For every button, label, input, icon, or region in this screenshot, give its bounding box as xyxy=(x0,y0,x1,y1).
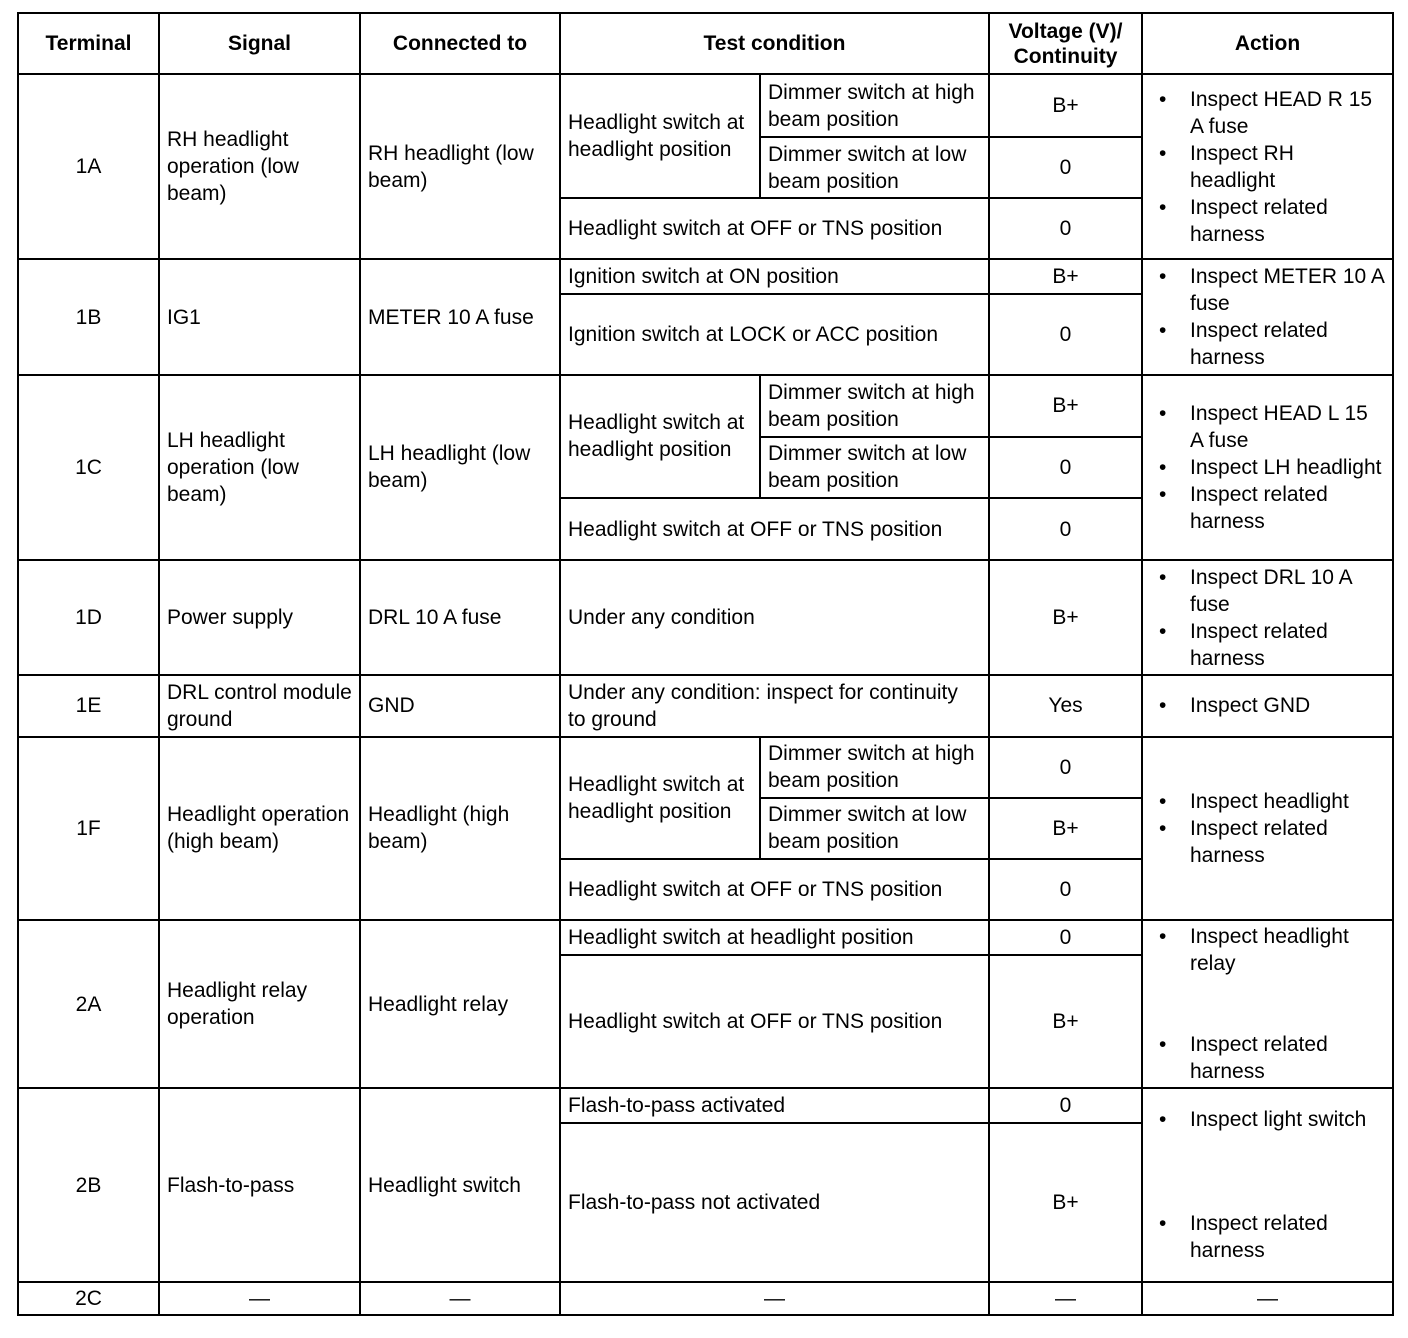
action-cell: — xyxy=(1142,1282,1393,1315)
action-item: • Inspect related harness xyxy=(1153,481,1384,535)
connected-to-cell: LH headlight (low beam) xyxy=(360,375,560,560)
terminal-cell: 1F xyxy=(18,737,159,920)
action-item: • Inspect related harness xyxy=(1153,194,1384,248)
condition-cell: Under any condition xyxy=(560,560,989,675)
action-cell xyxy=(1142,259,1393,374)
condition-cell: Headlight switch at headlight position xyxy=(560,737,760,859)
connected-to-cell: RH headlight (low beam) xyxy=(360,74,560,259)
table-row xyxy=(18,259,1393,293)
terminal-cell: 1D xyxy=(18,560,159,675)
voltage-cell: 0 xyxy=(989,498,1142,560)
condition-cell: Headlight switch at headlight position xyxy=(560,74,760,198)
action-cell xyxy=(1142,1088,1393,1281)
header-test-condition: Test condition xyxy=(560,13,989,74)
signal-cell: DRL control module ground xyxy=(159,675,360,736)
action-item: • Inspect related harness xyxy=(1153,1210,1384,1264)
sub-condition-cell: Dimmer switch at high beam position xyxy=(760,74,989,137)
connected-to-cell: METER 10 A fuse xyxy=(360,259,560,374)
action-item: • Inspect headlight relay xyxy=(1153,923,1384,977)
action-item: • Inspect GND xyxy=(1153,692,1384,719)
voltage-cell: — xyxy=(989,1282,1142,1315)
table-row xyxy=(18,1282,1393,1315)
header-voltage: Voltage (V)/ Continuity xyxy=(989,13,1142,74)
voltage-cell: B+ xyxy=(989,1123,1142,1281)
action-cell xyxy=(1142,560,1393,675)
sub-condition-cell: Dimmer switch at low beam position xyxy=(760,137,989,198)
condition-cell: Ignition switch at LOCK or ACC position xyxy=(560,294,989,375)
terminal-cell: 1B xyxy=(18,259,159,374)
header-row xyxy=(18,13,1393,74)
voltage-cell: 0 xyxy=(989,737,1142,798)
condition-cell: Ignition switch at ON position xyxy=(560,259,989,293)
voltage-cell: B+ xyxy=(989,798,1142,859)
connected-to-cell: Headlight switch xyxy=(360,1088,560,1281)
sub-condition-cell: Dimmer switch at low beam position xyxy=(760,437,989,498)
action-cell xyxy=(1142,737,1393,920)
header-terminal: Terminal xyxy=(18,13,159,74)
voltage-cell: 0 xyxy=(989,920,1142,955)
voltage-cell: 0 xyxy=(989,1088,1142,1123)
condition-cell: Headlight switch at OFF or TNS position xyxy=(560,955,989,1088)
condition-cell: Flash-to-pass not activated xyxy=(560,1123,989,1281)
condition-cell: Headlight switch at OFF or TNS position xyxy=(560,198,989,259)
condition-cell: Headlight switch at OFF or TNS position xyxy=(560,498,989,560)
condition-cell: Headlight switch at OFF or TNS position xyxy=(560,859,989,920)
voltage-cell: 0 xyxy=(989,137,1142,198)
condition-cell: Under any condition: inspect for continuity to ground xyxy=(560,675,989,736)
action-item: • Inspect related harness xyxy=(1153,815,1384,869)
table-row xyxy=(18,560,1393,675)
header-action: Action xyxy=(1142,13,1393,74)
signal-cell: RH headlight operation (low beam) xyxy=(159,74,360,259)
action-item: • Inspect METER 10 A fuse xyxy=(1153,263,1384,317)
action-cell xyxy=(1142,74,1393,259)
action-item: • Inspect related harness xyxy=(1153,317,1384,371)
table-row xyxy=(18,920,1393,955)
action-cell xyxy=(1142,920,1393,1088)
action-item: • Inspect related harness xyxy=(1153,1031,1384,1085)
action-item: • Inspect HEAD L 15 A fuse xyxy=(1153,400,1384,454)
table-row xyxy=(18,1088,1393,1123)
table-row xyxy=(18,375,1393,437)
voltage-cell: B+ xyxy=(989,955,1142,1088)
connected-to-cell: GND xyxy=(360,675,560,736)
action-item: • Inspect HEAD R 15 A fuse xyxy=(1153,86,1384,140)
terminal-cell: 1E xyxy=(18,675,159,736)
signal-cell: — xyxy=(159,1282,360,1315)
action-cell xyxy=(1142,675,1393,736)
condition-cell: — xyxy=(560,1282,989,1315)
terminal-cell: 2B xyxy=(18,1088,159,1281)
table-row xyxy=(18,675,1393,736)
signal-cell: Headlight relay operation xyxy=(159,920,360,1088)
voltage-cell: 0 xyxy=(989,437,1142,498)
condition-cell: Headlight switch at headlight position xyxy=(560,920,989,955)
table-row xyxy=(18,74,1393,137)
action-item: • Inspect headlight xyxy=(1153,788,1384,815)
terminal-cell: 1C xyxy=(18,375,159,560)
header-signal: Signal xyxy=(159,13,360,74)
voltage-cell: Yes xyxy=(989,675,1142,736)
connected-to-cell: DRL 10 A fuse xyxy=(360,560,560,675)
sub-condition-cell: Dimmer switch at high beam position xyxy=(760,375,989,437)
signal-cell: LH headlight operation (low beam) xyxy=(159,375,360,560)
terminal-cell: 1A xyxy=(18,74,159,259)
action-cell xyxy=(1142,375,1393,560)
voltage-cell: 0 xyxy=(989,859,1142,920)
action-item: • Inspect DRL 10 A fuse xyxy=(1153,564,1384,618)
voltage-cell: B+ xyxy=(989,74,1142,137)
table-row xyxy=(18,737,1393,798)
connected-to-cell: Headlight relay xyxy=(360,920,560,1088)
sub-condition-cell: Dimmer switch at high beam position xyxy=(760,737,989,798)
action-item: • Inspect LH headlight xyxy=(1153,454,1384,481)
signal-cell: IG1 xyxy=(159,259,360,374)
voltage-cell: 0 xyxy=(989,294,1142,375)
action-item: • Inspect RH headlight xyxy=(1153,140,1384,194)
voltage-cell: B+ xyxy=(989,560,1142,675)
signal-cell: Flash-to-pass xyxy=(159,1088,360,1281)
voltage-cell: B+ xyxy=(989,259,1142,293)
voltage-cell: B+ xyxy=(989,375,1142,437)
terminal-cell: 2A xyxy=(18,920,159,1088)
signal-cell: Power supply xyxy=(159,560,360,675)
action-item: • Inspect light switch xyxy=(1153,1106,1384,1133)
sub-condition-cell: Dimmer switch at low beam position xyxy=(760,798,989,859)
header-connected-to: Connected to xyxy=(360,13,560,74)
voltage-cell: 0 xyxy=(989,198,1142,259)
terminal-inspection-table xyxy=(17,12,1394,1316)
connected-to-cell: Headlight (high beam) xyxy=(360,737,560,920)
action-item: • Inspect related harness xyxy=(1153,618,1384,672)
signal-cell: Headlight operation (high beam) xyxy=(159,737,360,920)
condition-cell: Headlight switch at headlight position xyxy=(560,375,760,498)
connected-to-cell: — xyxy=(360,1282,560,1315)
condition-cell: Flash-to-pass activated xyxy=(560,1088,989,1123)
terminal-cell: 2C xyxy=(18,1282,159,1315)
